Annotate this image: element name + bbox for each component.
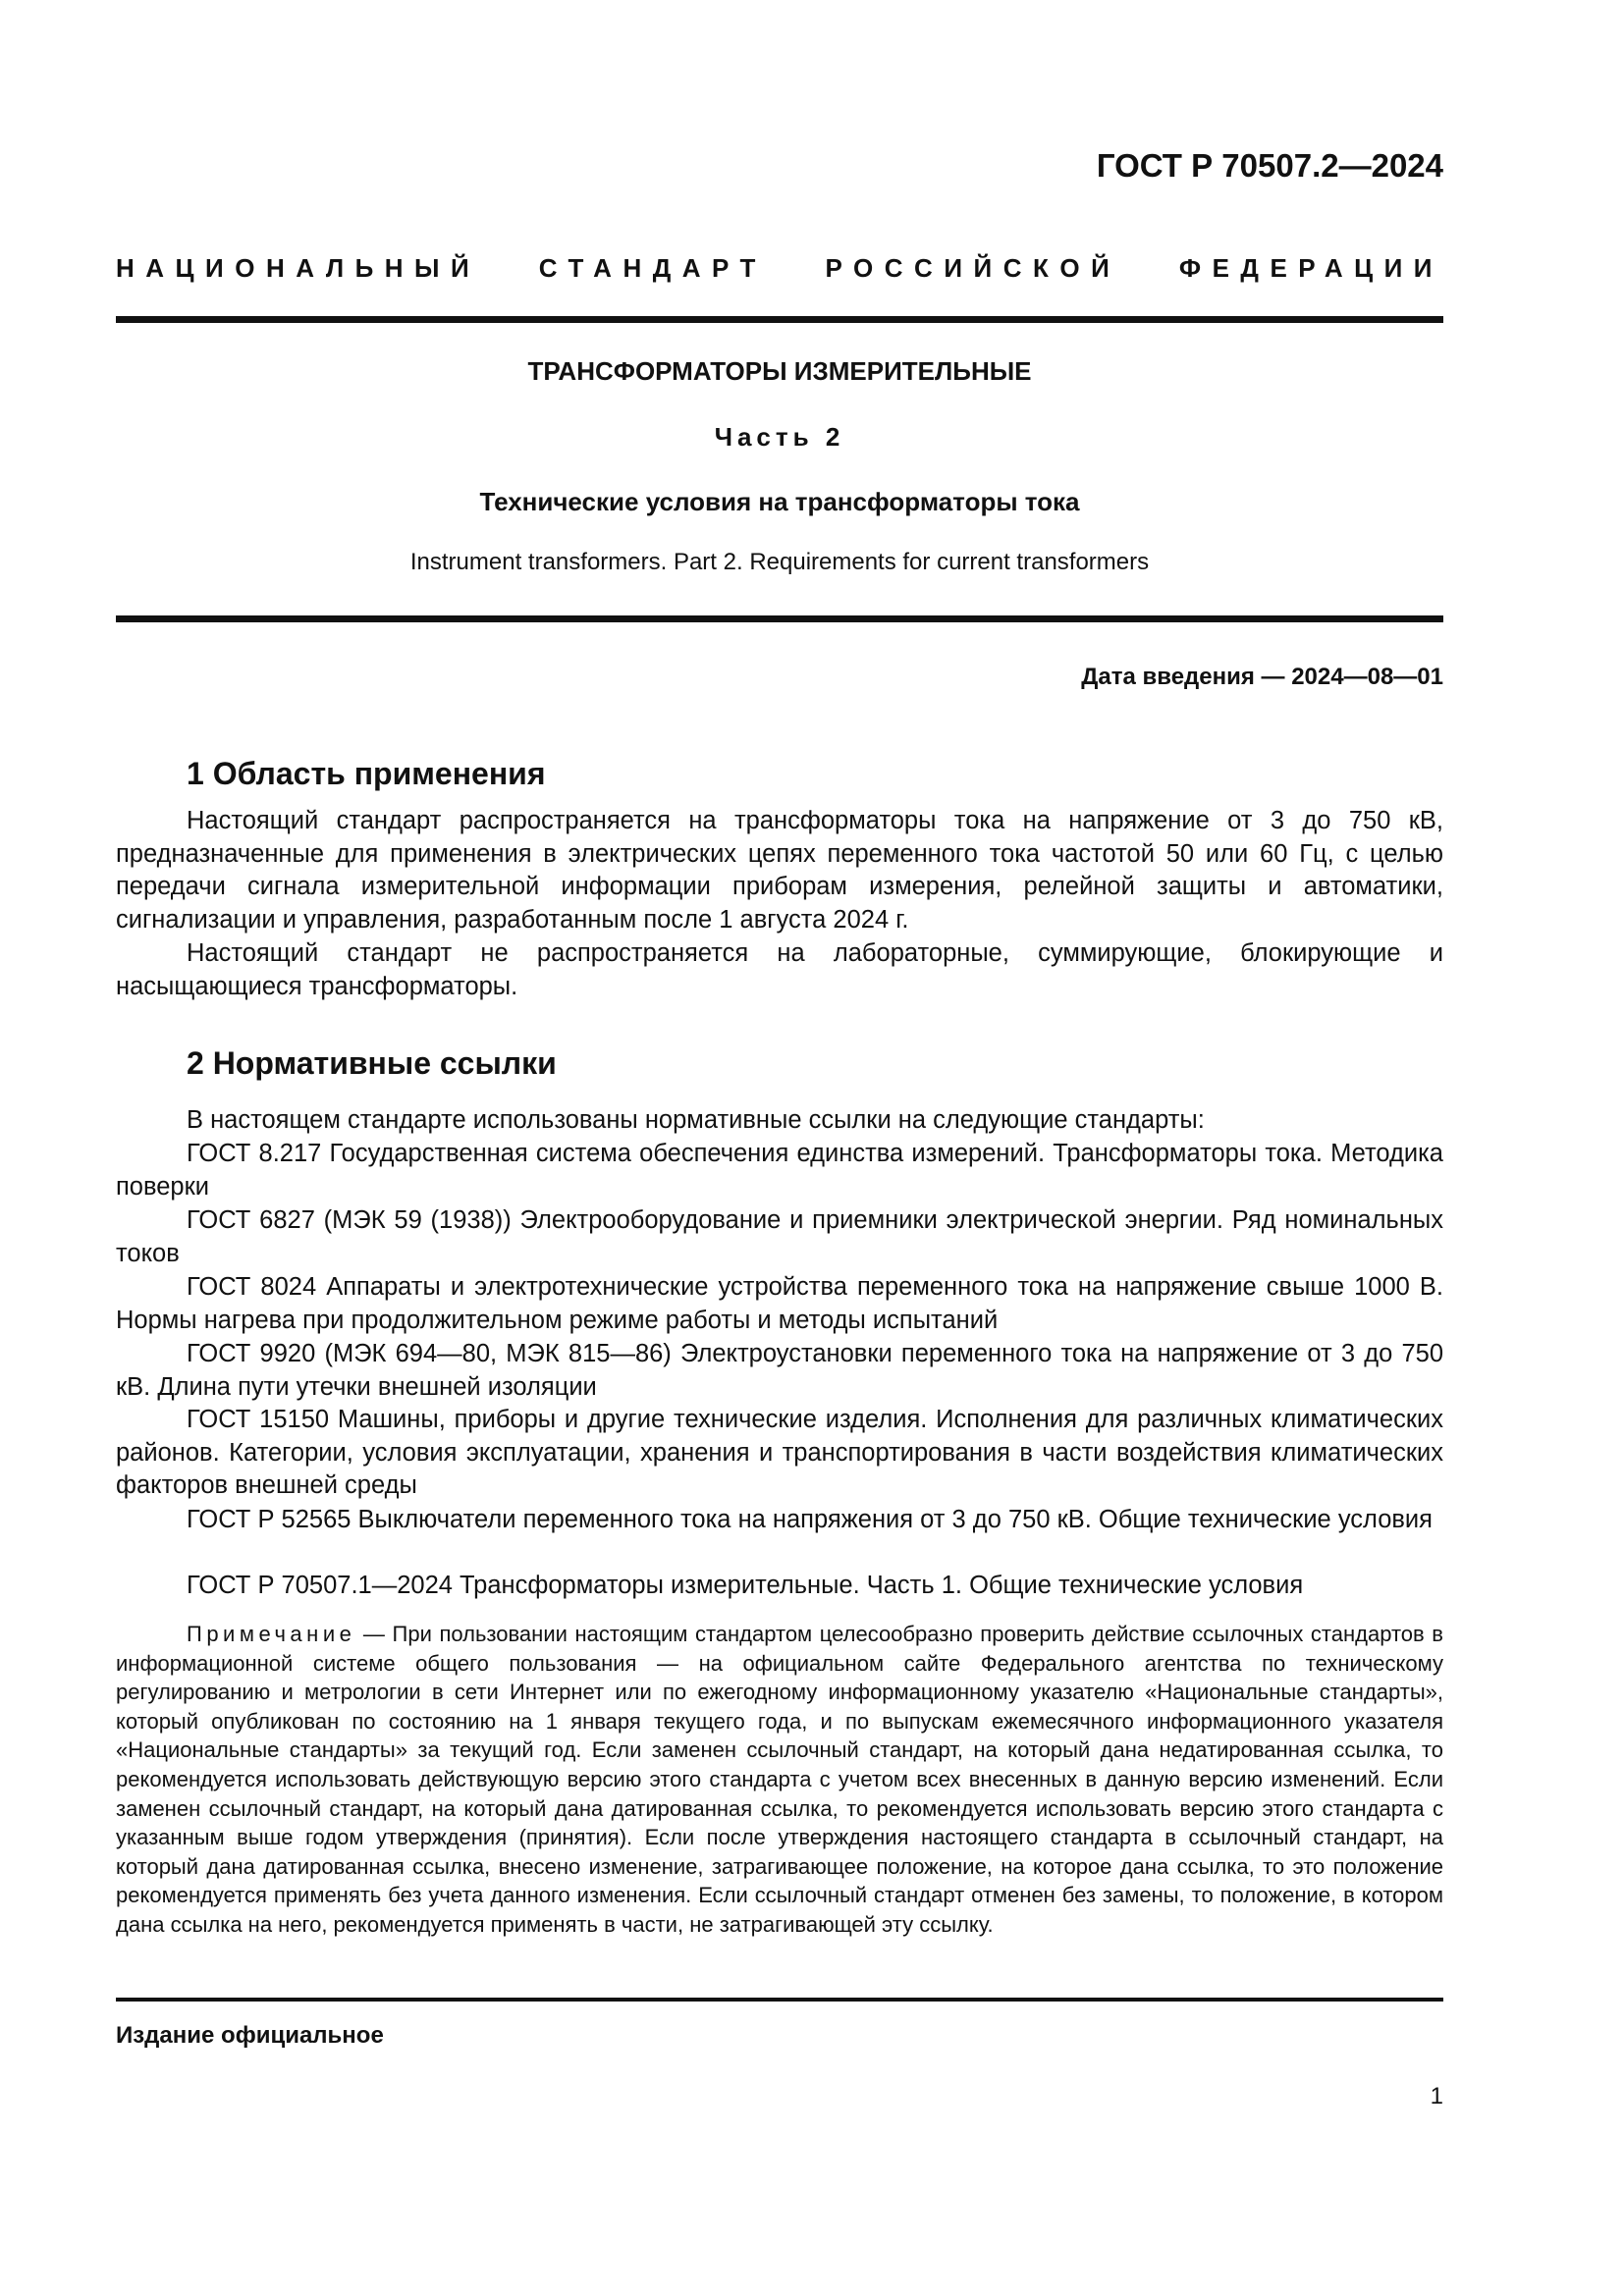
footer-rule xyxy=(116,1998,1443,2002)
note-text: — При пользовании настоящим стандартом целесообразно проверить действие ссылочных стандартов в информационной системе общего пользования — на официальном сайте Федерального агентства по техническому регулированию и метрологии в сети Интернет или по ежегодному информационному указателю «Национальные стандарты», который опубликован по состоянию на 1 января текущего года, и по выпускам ежемесячного информационного указателя «Национальные стандарты» за текущий год. Если заменен ссылочный стандарт, на который дана недатированная ссылка, то рекомендуется использовать действующую версию этого стандарта с учетом всех внесенных в данную версию изменений. Если заменен ссылочный стандарт, на который дана датированная ссылка, то рекомендуется использовать версию этого стандарта с указанным выше годом утверждения (принятия). Если после утверждения настоящего стандарта в ссылочный стандарт, на который дана датированная ссылка, внесено изменение, затрагивающее положение, на которое дана ссылка, то это положение рекомендуется применять без учета данного изменения. Если ссылочный стандарт отменен без замены, то положение, в котором дана ссылка на него, рекомендуется применять в части, не затрагивающей эту ссылку. xyxy=(116,1622,1443,1937)
top-rule xyxy=(116,316,1443,323)
national-standard-banner: НАЦИОНАЛЬНЫЙ СТАНДАРТ РОССИЙСКОЙ ФЕДЕРАЦИИ xyxy=(116,253,1443,283)
document-number: ГОСТ Р 70507.2—2024 xyxy=(1096,147,1443,184)
section-2-heading: 2 Нормативные ссылки xyxy=(187,1045,557,1081)
reference-item: ГОСТ Р 70507.1—2024 Трансформаторы измерительные. Часть 1. Общие технические условия xyxy=(187,1572,1304,1599)
page-number: 1 xyxy=(1430,2083,1443,2109)
section-1-paragraph: Настоящий стандарт не распространяется на лабораторные, суммирующие, блокирующие и насыщающиеся трансформаторы. xyxy=(116,939,1443,1000)
note-block xyxy=(116,1620,1443,1940)
section-2-intro: В настоящем стандарте использованы нормативные ссылки на следующие стандарты: xyxy=(187,1106,1205,1134)
main-title: ТРАНСФОРМАТОРЫ ИЗМЕРИТЕЛЬНЫЕ xyxy=(527,356,1032,386)
title-rule xyxy=(116,615,1443,622)
introduction-date: Дата введения — 2024—08—01 xyxy=(1081,664,1443,690)
section-1-heading: 1 Область применения xyxy=(187,756,546,791)
official-edition-label: Издание официальное xyxy=(116,2022,384,2049)
reference-item: ГОСТ 6827 (МЭК 59 (1938)) Электрооборудование и приемники электрической энергии. Ряд номинальных токов xyxy=(116,1206,1443,1267)
reference-item: ГОСТ 9920 (МЭК 694—80, МЭК 815—86) Электроустановки переменного тока на напряжение от 3 до 750 кВ. Длина пути утечки внешней изоляции xyxy=(116,1340,1443,1401)
reference-item: ГОСТ 15150 Машины, приборы и другие технические изделия. Исполнения для различных климатических районов. Категории, условия эксплуатации, хранения и транспортирования в части воздействия климатических факторов внешней среды xyxy=(116,1406,1443,1499)
subtitle: Технические условия на трансформаторы тока xyxy=(479,487,1080,516)
reference-item: ГОСТ Р 52565 Выключатели переменного тока на напряжения от 3 до 750 кВ. Общие технические условия xyxy=(187,1506,1433,1533)
part-label: Часть 2 xyxy=(714,422,845,452)
english-title: Instrument transformers. Part 2. Requirements for current transformers xyxy=(409,549,1150,575)
note-label: Примечание xyxy=(187,1622,356,1646)
reference-item: ГОСТ 8.217 Государственная система обеспечения единства измерений. Трансформаторы тока. Методика поверки xyxy=(116,1140,1443,1201)
reference-item: ГОСТ 8024 Аппараты и электротехнические устройства переменного тока на напряжение свыше 1000 В. Нормы нагрева при продолжительном режиме работы и методы испытаний xyxy=(116,1273,1443,1334)
section-1-paragraph: Настоящий стандарт распространяется на трансформаторы тока на напряжение от 3 до 750 кВ, предназначенные для применения в электрических цепях переменного тока частотой 50 или 60 Гц, с целью передачи сигнала измерительной информации приборам измерения, релейной защиты и автоматики, сигнализации и управления, разработанным после 1 августа 2024 г. xyxy=(116,807,1443,934)
